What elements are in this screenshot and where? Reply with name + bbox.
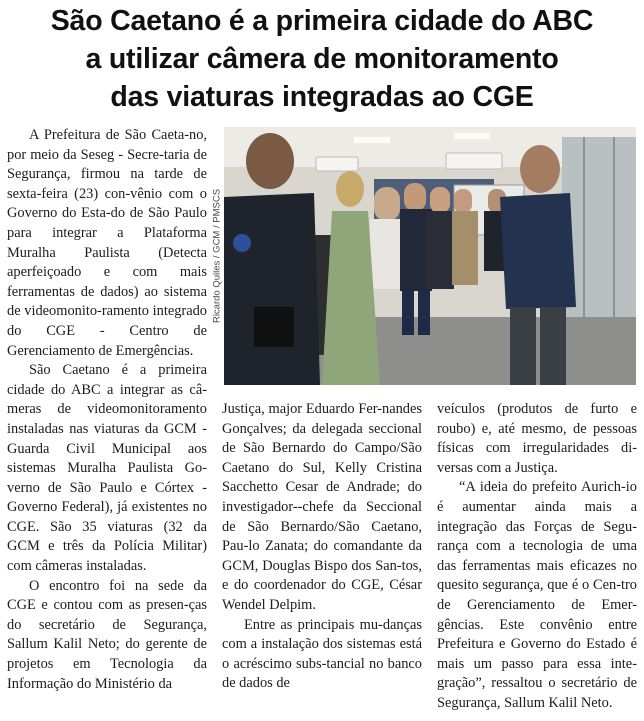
paragraph: “A ideia do prefeito Aurich-io é aumentar ainda mais a integração das Forças de Segu-rança com a tecnologia de uma das ferramentas mais eficazes no quesito segurança, que é o Cen-tro de Gerenciamento de Emer-gências. Este convênio entre Prefeitura e Governo do Estado é mais um passo para essa inte-gração”, ressaltou o secretário de Segurança, Sallum Kalil Neto.: [437, 479, 637, 711]
headline: [0, 2, 644, 116]
news-photo: [224, 127, 636, 385]
headline-line: das viaturas integradas ao CGE: [110, 81, 534, 113]
paragraph: Justiça, major Eduardo Fer-nandes Gonçalves; da delegada seccional de São Bernardo do Campo/São Caetano do Sul, Kelly Cristina Sacchetto Cesar de Andrade; do investigador--chefe da Seccional de São Bernardo/São Caetano, Pau-lo Zanata; do comandante da GCM, Douglas Bispo dos San-tos, e do coordenador do CGE, César Wendel Delpim.: [222, 401, 422, 613]
article-column-1: [7, 126, 207, 694]
article-column-2: [222, 400, 422, 694]
article-column-3: [437, 400, 637, 714]
news-photo-illustration: [224, 127, 636, 385]
photo-credit: [211, 127, 223, 385]
paragraph: Entre as principais mu-danças com a instalação dos sistemas está o acréscimo subs-tancial no banco de dados de: [222, 616, 422, 692]
headline-line: a utilizar câmera de monitoramento: [85, 43, 559, 75]
headline-line: São Caetano é a primeira cidade do ABC: [50, 5, 594, 37]
paragraph: São Caetano é a primeira cidade do ABC a integrar as câ-meras de videomonitoramento instaladas nas viaturas da GCM - Guarda Civil Municipal aos sistemas Muralha Paulista Go-verno de São Paulo e Córtex - Governo Federal), já existentes no CGE. São 35 viaturas (32 da GCM e três da Polícia Militar) com câmeras instaladas.: [7, 362, 207, 575]
paragraph: veículos (produtos de furto e roubo) e, até mesmo, de pessoas físicas com irregularidades di-versas com a Justiça.: [437, 401, 637, 476]
paragraph: A Prefeitura de São Caeta-no, por meio da Seseg - Secre-taria de Segurança, firmou na tarde de sexta-feira (23) con-vênio com o Governo do Esta-do de São Paulo para integrar a Plataforma Muralha Paulista (Detecta aperfeiçoado e com mais ferramentas de dados) ao sistema de videomonito-ramento integrado do CGE - Centro de Gerenciamento de Emergências.: [7, 127, 207, 359]
photo-credit-text: Ricardo Quiles / GCM / PMSCS: [211, 188, 223, 324]
paragraph: O encontro foi na sede da CGE e contou com as presen-ças do secretário de Segurança, Sallum Kalil Neto; do gerente de projetos em Tecnologia da Informação do Ministério da: [7, 577, 207, 692]
